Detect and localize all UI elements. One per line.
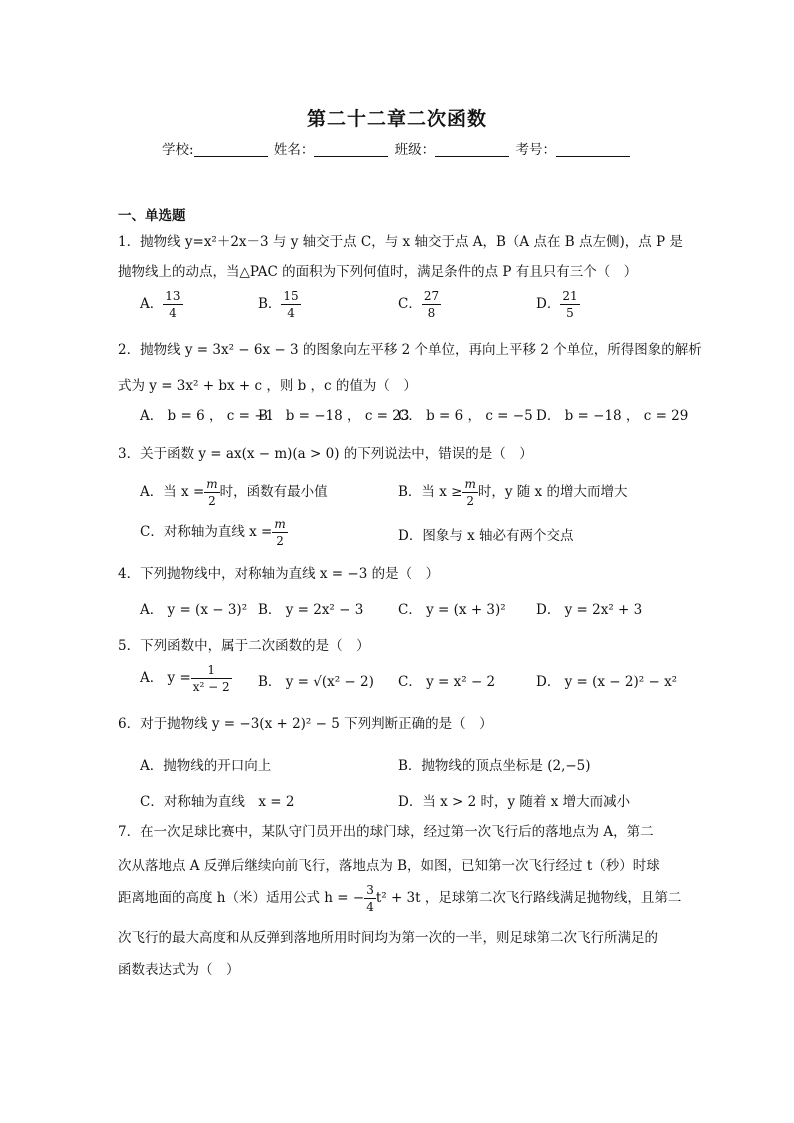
q6-option-b[interactable]: B．抛物线的顶点坐标是 (2,−5) [398, 758, 591, 774]
q1-option-d-fraction: $\frac{21}{5}$ [562, 289, 578, 320]
q3-text-line1: 3．关于函数 y = ax(x − m)(a > 0) 的下列说法中，错误的是（ ） [118, 446, 533, 462]
q5-option-b[interactable]: B． y = √(x² − 2) [258, 674, 374, 690]
exam-number-label: 考号： [515, 142, 556, 158]
name-blank[interactable] [314, 142, 388, 157]
q1-option-c[interactable] [398, 290, 441, 319]
exam-number-blank[interactable] [556, 142, 630, 157]
section-heading: 一、单选题 [118, 208, 186, 224]
q7-formula-fraction: $\frac{3}{4}$ [366, 883, 374, 914]
q4-option-b[interactable]: B． y = 2x² − 3 [258, 602, 364, 618]
student-info-line [0, 138, 794, 158]
q6-option-c[interactable]: C．对称轴为直线 x = 2 [140, 794, 295, 810]
q2-option-c[interactable]: C． b = 6 ， c = −5 [398, 408, 533, 424]
q1-option-a-fraction: $\frac{13}{4}$ [165, 289, 181, 320]
q3-option-b-suffix: 时，y 随 x 的增大而增大 [477, 484, 628, 500]
page-title: 第二十二章二次函数 [306, 108, 487, 130]
q1-option-a[interactable] [140, 290, 183, 319]
q7-text-line5: 函数表达式为（ ） [118, 962, 240, 978]
q1-option-a-label: A． [140, 296, 164, 312]
q7-text-line2: 次从落地点 A 反弹后继续向前飞行，落地点为 B，如图，已知第一次飞行经过 t（秒）时球 [118, 858, 660, 874]
class-label: 班级： [394, 142, 436, 158]
q3-option-c[interactable] [140, 518, 288, 547]
q1-option-c-label: C． [398, 296, 422, 312]
q4-text-line1: 4．下列抛物线中，对称轴为直线 x = −3 的是（ ） [118, 566, 440, 582]
q1-option-d[interactable] [536, 290, 580, 319]
q2-text-line2: 式为 y = 3x² + bx + c ，则 b ，c 的值为（ ） [118, 378, 417, 394]
q3-option-a-fraction: $\frac{m}{2}$ [206, 477, 218, 508]
q7-text-line1: 7．在一次足球比赛中，某队守门员开出的球门球，经过第一次飞行后的落地点为 A，第二 [118, 824, 654, 840]
q4-option-a[interactable]: A． y = (x − 3)² [140, 602, 248, 618]
q3-option-d[interactable]: D．图象与 x 轴必有两个交点 [398, 528, 574, 544]
name-label: 姓名： [273, 142, 315, 158]
q1-option-c-fraction: $\frac{27}{8}$ [423, 289, 440, 320]
q5-option-c[interactable]: C． y = x² − 2 [398, 674, 496, 690]
q4-option-c[interactable]: C． y = (x + 3)² [398, 602, 506, 618]
q5-text-line1: 5．下列函数中，属于二次函数的是（ ） [118, 638, 370, 654]
q1-text-line1: 1．抛物线 y=x²＋2x－3 与 y 轴交于点 C，与 x 轴交于点 A，B（A 点在 B 点左侧)，点 P 是 [118, 234, 683, 250]
q3-option-c-fraction: $\frac{m}{2}$ [274, 517, 286, 548]
q7-text-line4: 次飞行的最大高度和从反弹到落地所用时间均为第一次的一半，则足球第二次飞行所满足的 [118, 930, 658, 946]
school-label: 学校: [162, 142, 194, 158]
q1-option-d-label: D． [536, 296, 561, 312]
school-blank[interactable] [194, 142, 268, 157]
q3-option-c-prefix: C．对称轴为直线 x = [140, 524, 273, 540]
q2-option-b[interactable]: B． b = −18 ， c = 23 [258, 408, 410, 424]
q3-option-b-prefix: B．当 x ≥ [398, 484, 463, 500]
q5-option-d[interactable]: D． y = (x − 2)² − x² [536, 674, 678, 690]
q3-option-a[interactable] [140, 478, 328, 507]
q7-text-line3 [118, 884, 681, 913]
q1-option-b-fraction: $\frac{15}{4}$ [283, 289, 299, 320]
q5-option-a-fraction: $\frac{1}{\text{x² − 2}}$ [192, 663, 230, 694]
q1-option-b-label: B． [258, 296, 282, 312]
class-blank[interactable] [435, 142, 509, 157]
q3-option-b[interactable] [398, 478, 627, 507]
q4-option-d[interactable]: D． y = 2x² + 3 [536, 602, 643, 618]
q3-option-a-suffix: 时，函数有最小值 [219, 484, 328, 500]
q3-option-a-prefix: A．当 x = [140, 484, 205, 500]
q3-option-b-fraction: $\frac{m}{2}$ [464, 477, 476, 508]
q7-formula-prefix: 距离地面的高度 h（米）适用公式 h = − [118, 890, 365, 906]
q6-text-line1: 6．对于抛物线 y = −3(x + 2)² − 5 下列判断正确的是（ ） [118, 716, 493, 732]
q2-option-a[interactable]: A． b = 6 ， c = −1 [140, 408, 275, 424]
q2-option-d[interactable]: D． b = −18 ， c = 29 [536, 408, 689, 424]
q6-option-d[interactable]: D．当 x > 2 时，y 随着 x 增大而减小 [398, 794, 631, 810]
q5-option-a-prefix: A． y = [140, 670, 191, 686]
q7-formula-suffix: t² + 3t ，足球第二次飞行路线满足抛物线，且第二 [375, 890, 682, 906]
q6-option-a[interactable]: A．抛物线的开口向上 [140, 758, 272, 774]
q1-text-line2: 抛物线上的动点，当△PAC 的面积为下列何值时，满足条件的点 P 有且只有三个（ ） [118, 264, 638, 280]
q1-option-b[interactable] [258, 290, 301, 319]
q5-option-a[interactable] [140, 664, 232, 693]
q2-text-line1: 2．抛物线 y = 3x² − 6x − 3 的图象向左平移 2 个单位，再向上平移 2 个单位，所得图象的解析 [118, 342, 702, 358]
